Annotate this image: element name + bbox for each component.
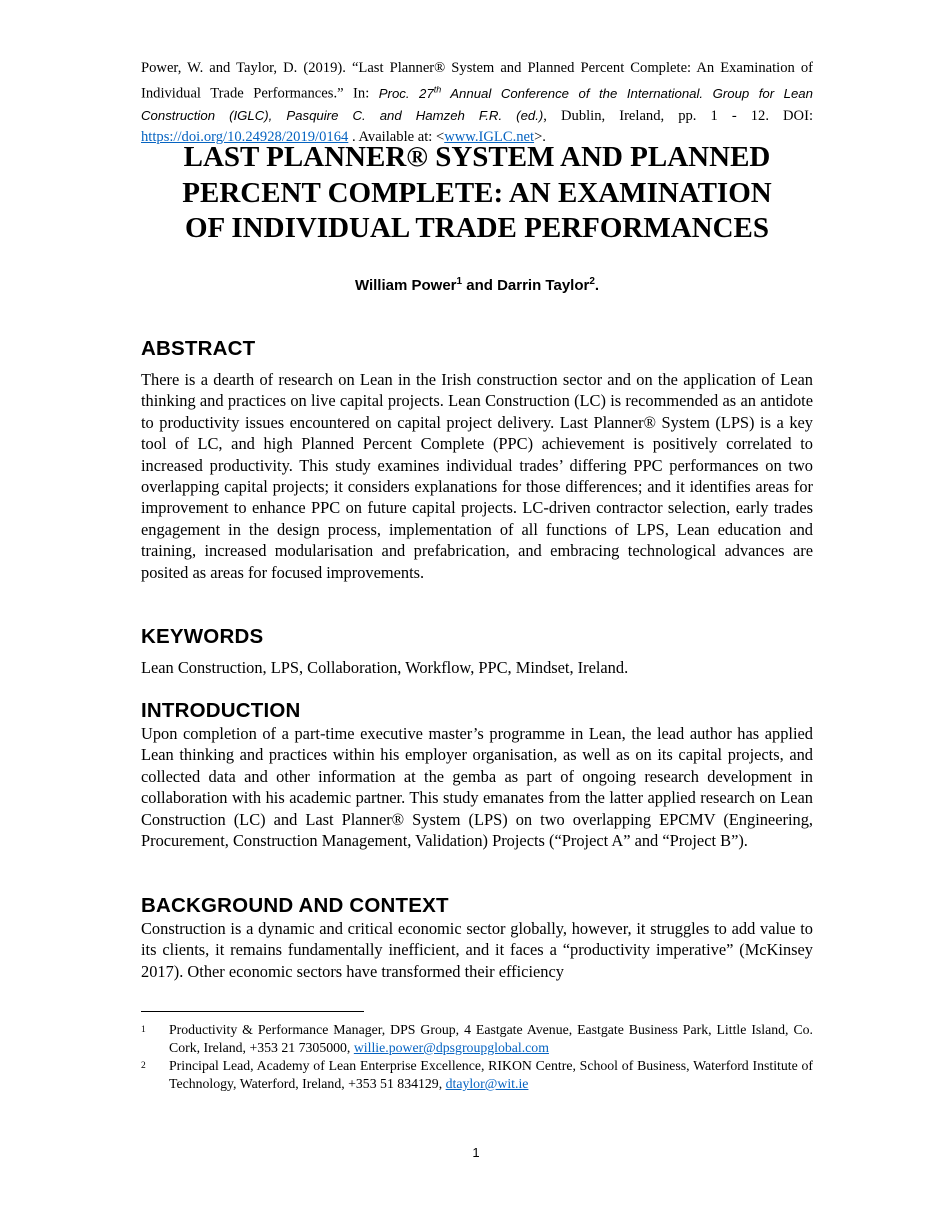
footnote-1-email-link[interactable]: willie.power@dpsgroupglobal.com — [353, 1040, 549, 1055]
author-line: William Power$^1$ and Darrin Taylor$^2$. — [354, 276, 600, 294]
abstract-text: There is a dearth of research on Lean in the Irish construction sector and on the application of Lean thinking and practices on live capital projects. Lean Construction (LC) is recommended as an antidote to productivity issues encountered on capital project delivery. Last Planner® System (LPS) is a key tool of LC, and high Planned Percent Complete (PPC) achievement is positively correlated to increased productivity. This study examines individual trades’ differing PPC performances on two overlapping capital projects; it considers explanations for those differences; and it identifies areas for improvement to enhance PPC on future capital projects. LC-driven contractor selection, early trades engagement in the design process, implementation of all functions of LPS, Lean education and training, increased modularisation and prefabrication, and embracing technological advances are posited as areas for focused improvements. — [141, 370, 813, 582]
background-heading: BACKGROUND AND CONTEXT — [141, 894, 449, 917]
background-text: Construction is a dynamic and critical economic sector globally, however, it struggles to add value to its clients, it remains fundamentally inefficient, and it faces a “productivity imperative” (McKinsey 2017). Other economic sectors have transformed their efficiency — [141, 919, 813, 981]
footnote-divider — [141, 1011, 364, 1012]
keywords-heading: KEYWORDS — [141, 625, 264, 648]
doi-link[interactable]: https://doi.org/10.24928/2019/0164 — [141, 129, 349, 145]
paper-title: LAST PLANNER® SYSTEM AND PLANNED PERCENT COMPLETE: AN EXAMINATION OF INDIVIDUAL TRADE PERFORMANCES — [182, 141, 772, 244]
citation-location: , Dublin, Ireland, pp. 1 - 12. DOI: — [543, 107, 813, 124]
citation-text: Power, W. and Taylor, D. (2019). “Last Planner® System and Planned Percent Complete: An Examination of Individual Trade Performances.” In: — [141, 60, 813, 102]
footnote-ref-2[interactable]: 2 — [589, 276, 595, 287]
introduction-text: Upon completion of a part-time executive master’s programme in Lean, the lead author has applied Lean thinking and practices within his employer organisation, as well as on its capital projects, and collected data and other information at the gemba as part of ongoing research development in collaboration with his academic partner. This study emanates from the latter applied research on Lean Construction (LC) and Last Planner® System (LPS) on two overlapping EPCMV (Engineering, Procurement, Construction Management, Validation) Projects (“Project A” and “Project B”). — [141, 724, 813, 851]
footnote-ref-1[interactable]: 1 — [456, 276, 463, 287]
page-number: 1 — [472, 1145, 480, 1160]
introduction-heading: INTRODUCTION — [141, 699, 301, 722]
author-2: Darrin Taylor — [497, 277, 590, 294]
citation-proceedings: Proc. 27th Annual Conference of the International. Group for Lean Construction (IGLC), Pasquire C. and Hamzeh F.R. (ed.) — [141, 84, 813, 123]
footnote-2: 2 Principal Lead, Academy of Lean Enterprise Excellence, RIKON Centre, School of Business, Waterford Institute of Technology, Waterford, Ireland, +353 51 834129, dtaylor@wit.ie — [141, 1058, 813, 1091]
footnote-2-email-link[interactable]: dtaylor@wit.ie — [445, 1076, 529, 1091]
keywords-text: Lean Construction, LPS, Collaboration, Workflow, PPC, Mindset, Ireland. — [141, 658, 629, 677]
iglc-link[interactable]: www.IGLC.net — [444, 129, 535, 145]
abstract-heading: ABSTRACT — [141, 337, 256, 360]
footnote-1: 1 Productivity & Performance Manager, DPS Group, 4 Eastgate Avenue, Eastgate Business Park, Little Island, Co. Cork, Ireland, +353 21 7305000, willie.power@dpsgroupglobal.com — [141, 1022, 813, 1055]
citation-header: Power, W. and Taylor, D. (2019). “Last Planner® System and Planned Percent Complete: An Examination of Individual Trade Performances.” In: Proc. 27th Annual Conference of the International. Group for Lean Construction (IGLC), Pasquire C. and Hamzeh F.R. (ed.), Dublin, Ireland, pp. 1 - 12. DOI: https://doi.org/10.24928/2019/0164 . Available at: <www.IGLC.net>. — [141, 60, 813, 145]
author-1: William Power — [354, 277, 457, 294]
